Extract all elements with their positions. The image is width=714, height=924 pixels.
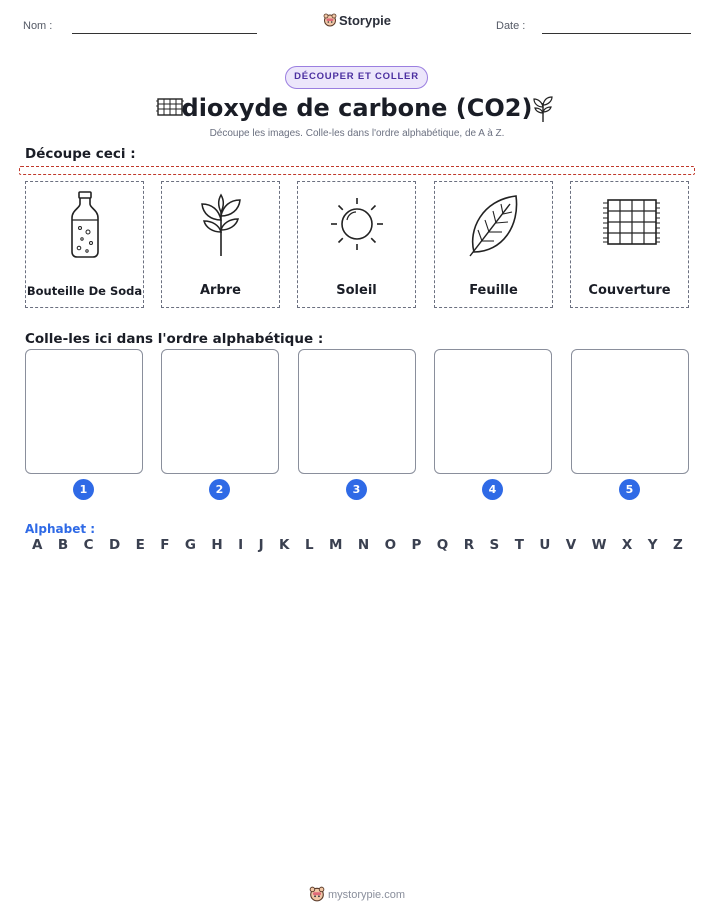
alphabet-letter: F — [160, 537, 170, 553]
cut-card-soda[interactable] — [25, 181, 144, 308]
slot-number-3: 3 — [346, 479, 367, 500]
blanket-icon — [600, 190, 660, 260]
cut-card-feuille[interactable] — [434, 181, 553, 308]
alphabet-letter: B — [57, 537, 69, 553]
cut-heading: Découpe ceci : — [25, 146, 136, 162]
leaf-icon — [464, 190, 524, 260]
slot-number-5: 5 — [619, 479, 640, 500]
alphabet-letter: S — [489, 537, 500, 553]
date-line — [542, 33, 691, 34]
cut-card-couverture[interactable] — [570, 181, 689, 308]
paste-box-1[interactable] — [25, 349, 143, 474]
paste-heading: Colle-les ici dans l'ordre alphabétique : — [25, 331, 324, 347]
cut-line — [19, 166, 695, 175]
activity-badge: DÉCOUPER ET COLLER — [285, 66, 428, 89]
alphabet-letter: E — [135, 537, 145, 553]
instructions: Découpe les images. Colle-les dans l'ordre alphabétique, de A à Z. — [209, 128, 505, 139]
alphabet-letter: D — [108, 537, 121, 553]
footer — [0, 886, 714, 902]
alphabet-letter: W — [591, 537, 607, 553]
slot-number-2: 2 — [209, 479, 230, 500]
alphabet-letter: C — [83, 537, 94, 553]
paste-box-3[interactable] — [298, 349, 416, 474]
cut-card-soleil[interactable] — [297, 181, 416, 308]
slot-number-4: 4 — [482, 479, 503, 500]
sun-icon — [327, 190, 387, 260]
footer-link[interactable]: mystorypie.com — [327, 889, 406, 901]
cut-card-arbre[interactable] — [161, 181, 280, 308]
brand-name: Storypie — [338, 13, 391, 28]
date-label: Date : — [496, 20, 526, 32]
page-title: dioxyde de carbone (CO2) — [181, 94, 533, 122]
alphabet-row — [25, 537, 689, 555]
alphabet-letter: V — [565, 537, 577, 553]
card-label: Bouteille De Soda — [26, 284, 143, 298]
card-label: Feuille — [469, 283, 518, 298]
alphabet-letter: U — [539, 537, 551, 553]
mascot-icon — [323, 13, 337, 27]
alphabet-letter: N — [357, 537, 370, 553]
alphabet-letter: G — [184, 537, 196, 553]
alphabet-letter: T — [514, 537, 524, 553]
name-line — [72, 33, 257, 34]
title-row — [0, 92, 714, 124]
tree-icon — [531, 93, 555, 123]
alphabet-letter: I — [238, 537, 244, 553]
alphabet-letter: K — [279, 537, 290, 553]
alphabet-letter: O — [384, 537, 397, 553]
slot-number-1: 1 — [73, 479, 94, 500]
alphabet-letter: Z — [672, 537, 683, 553]
alphabet-letter: L — [304, 537, 314, 553]
soda-bottle-icon — [55, 190, 115, 260]
alphabet-letter: J — [258, 537, 264, 553]
tree-icon — [191, 190, 251, 260]
name-label: Nom : — [23, 20, 53, 32]
alphabet-letter: A — [32, 537, 43, 553]
alphabet-letter: Y — [647, 537, 658, 553]
alphabet-letter: H — [211, 537, 223, 553]
card-label: Arbre — [199, 283, 241, 298]
mascot-icon — [309, 886, 325, 902]
alphabet-letter: R — [463, 537, 475, 553]
paste-box-2[interactable] — [161, 349, 279, 474]
alphabet-letter: P — [411, 537, 422, 553]
card-label: Couverture — [588, 283, 671, 298]
alphabet-letter: Q — [436, 537, 449, 553]
alphabet-letter: X — [621, 537, 633, 553]
paste-box-5[interactable] — [571, 349, 689, 474]
alphabet-letter: M — [328, 537, 343, 553]
alphabet-label: Alphabet : — [25, 522, 96, 536]
paste-box-4[interactable] — [434, 349, 552, 474]
card-label: Soleil — [336, 283, 377, 298]
brand-logo — [0, 13, 714, 28]
